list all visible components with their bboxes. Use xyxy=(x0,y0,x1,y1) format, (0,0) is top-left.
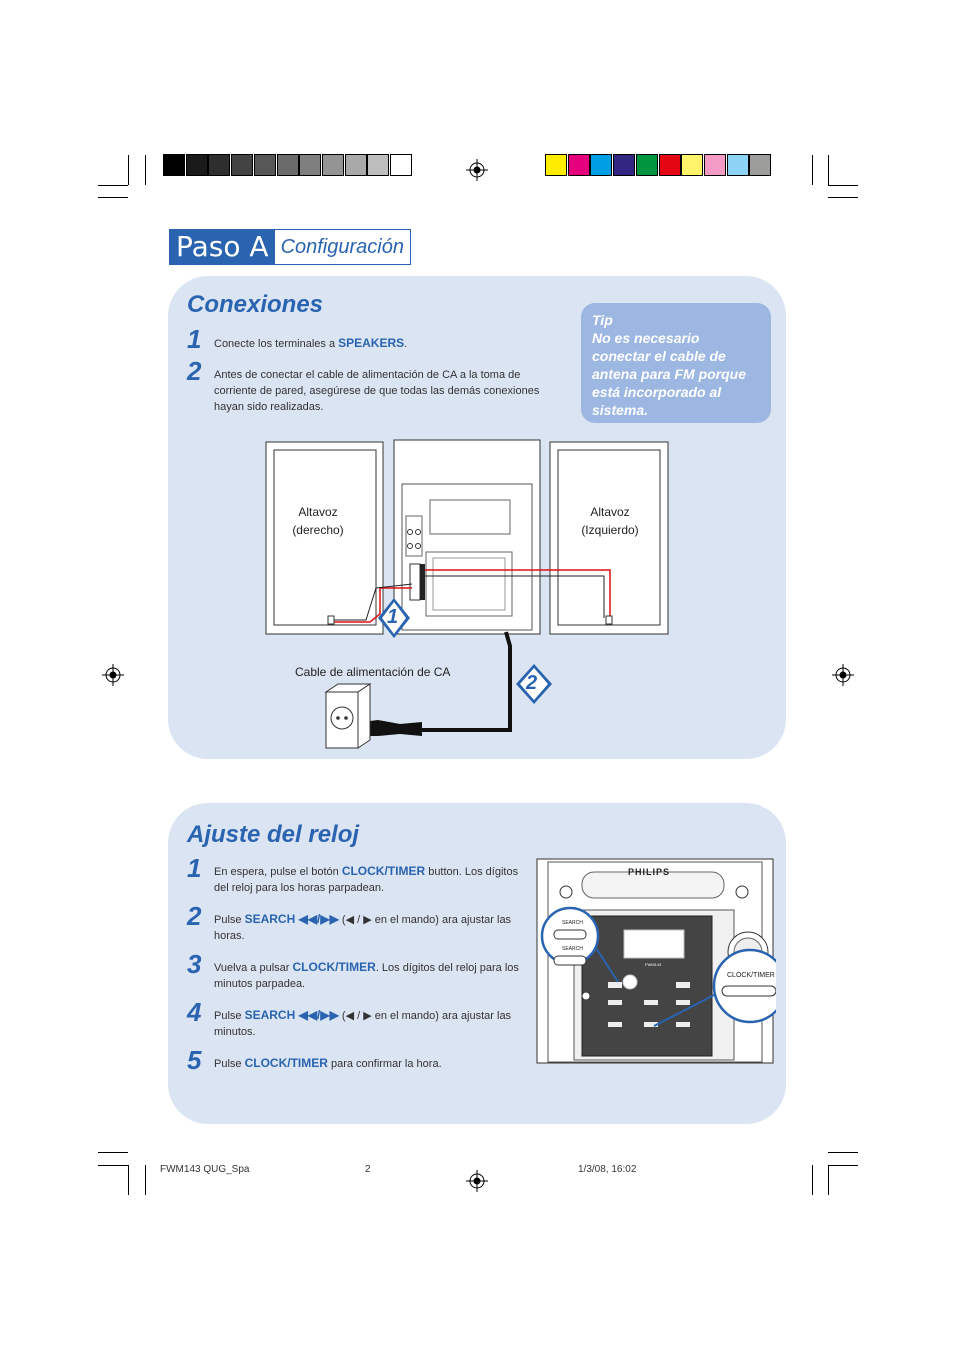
color-swatch xyxy=(681,154,703,176)
step-label: Paso A xyxy=(170,230,275,264)
connection-diagram xyxy=(260,436,680,756)
color-swatch xyxy=(322,154,344,176)
color-swatch xyxy=(727,154,749,176)
step-text: En espera, pulse el botón CLOCK/TIMER button. Los dígitos del reloj para los horas parpadean. xyxy=(214,864,519,894)
color-swatch xyxy=(590,154,612,176)
tip-heading: Tip xyxy=(592,312,613,328)
step-number: 1 xyxy=(187,324,202,354)
color-swatch xyxy=(568,154,590,176)
tip-body: No es necesario conectar el cable de antena para FM porque está incorporado al sistema. xyxy=(592,330,747,418)
step-number: 2 xyxy=(187,356,202,386)
search-button-label: SEARCH xyxy=(562,946,583,952)
conexiones-title: Conexiones xyxy=(187,291,324,318)
step-number: 1 xyxy=(187,853,202,883)
step-number: 4 xyxy=(187,997,202,1027)
speaker-right-label: Altavoz (derecho) xyxy=(292,505,344,537)
color-swatch xyxy=(749,154,771,176)
color-swatch xyxy=(231,154,253,176)
color-swatch xyxy=(345,154,367,176)
color-swatch xyxy=(208,154,230,176)
color-swatch xyxy=(636,154,658,176)
step-number: 3 xyxy=(187,949,202,979)
step-text: Conecte los terminales a SPEAKERS. xyxy=(214,336,408,350)
registration-mark-icon xyxy=(466,159,488,181)
color-swatch xyxy=(390,154,412,176)
registration-mark-icon xyxy=(832,664,854,686)
color-swatch xyxy=(545,154,567,176)
device-model: FWM143 xyxy=(645,962,662,967)
registration-mark-icon xyxy=(466,1170,488,1192)
color-swatch xyxy=(367,154,389,176)
color-swatch xyxy=(277,154,299,176)
clock-timer-button-label: CLOCK/TIMER xyxy=(727,972,775,979)
step-number: 2 xyxy=(187,901,202,931)
footer-filename: FWM143 QUG_Spa xyxy=(160,1164,250,1175)
color-swatch xyxy=(186,154,208,176)
power-cable-label: Cable de alimentación de CA xyxy=(295,665,451,679)
footer-timestamp: 1/3/08, 16:02 xyxy=(578,1164,637,1175)
color-swatch xyxy=(299,154,321,176)
color-swatch xyxy=(704,154,726,176)
callout-2: 2 xyxy=(526,672,538,694)
step-text: Pulse CLOCK/TIMER para confirmar la hora. xyxy=(214,1056,442,1070)
color-swatch xyxy=(163,154,185,176)
step-text: Antes de conectar el cable de alimentación de CA a la toma de corriente de pared, asegúrese de que todas las demás conexiones hayan sido realizadas. xyxy=(214,369,540,413)
speaker-left-label: Altavoz (Izquierdo) xyxy=(581,505,639,537)
step-text: Vuelva a pulsar CLOCK/TIMER. Los dígitos del reloj para los minutos parpadea. xyxy=(214,960,519,990)
step-text: Pulse SEARCH ◀◀/▶▶ (◀ / ▶ en el mando) ara ajustar las minutos. xyxy=(214,1008,512,1038)
step-subtitle: Configuración xyxy=(275,230,410,264)
step-text: Pulse SEARCH ◀◀/▶▶ (◀ / ▶ en el mando) ara ajustar las horas. xyxy=(214,912,512,942)
reloj-title: Ajuste del reloj xyxy=(187,821,360,848)
device-brand: PHILIPS xyxy=(628,867,671,877)
registration-mark-icon xyxy=(102,664,124,686)
footer-page-number: 2 xyxy=(365,1164,371,1175)
tip-box xyxy=(581,303,771,423)
color-swatch xyxy=(254,154,276,176)
callout-1: 1 xyxy=(387,606,399,628)
color-swatch xyxy=(659,154,681,176)
color-swatch xyxy=(613,154,635,176)
search-button-label: SEARCH xyxy=(562,920,583,926)
step-header xyxy=(169,229,411,265)
step-number: 5 xyxy=(187,1045,202,1075)
